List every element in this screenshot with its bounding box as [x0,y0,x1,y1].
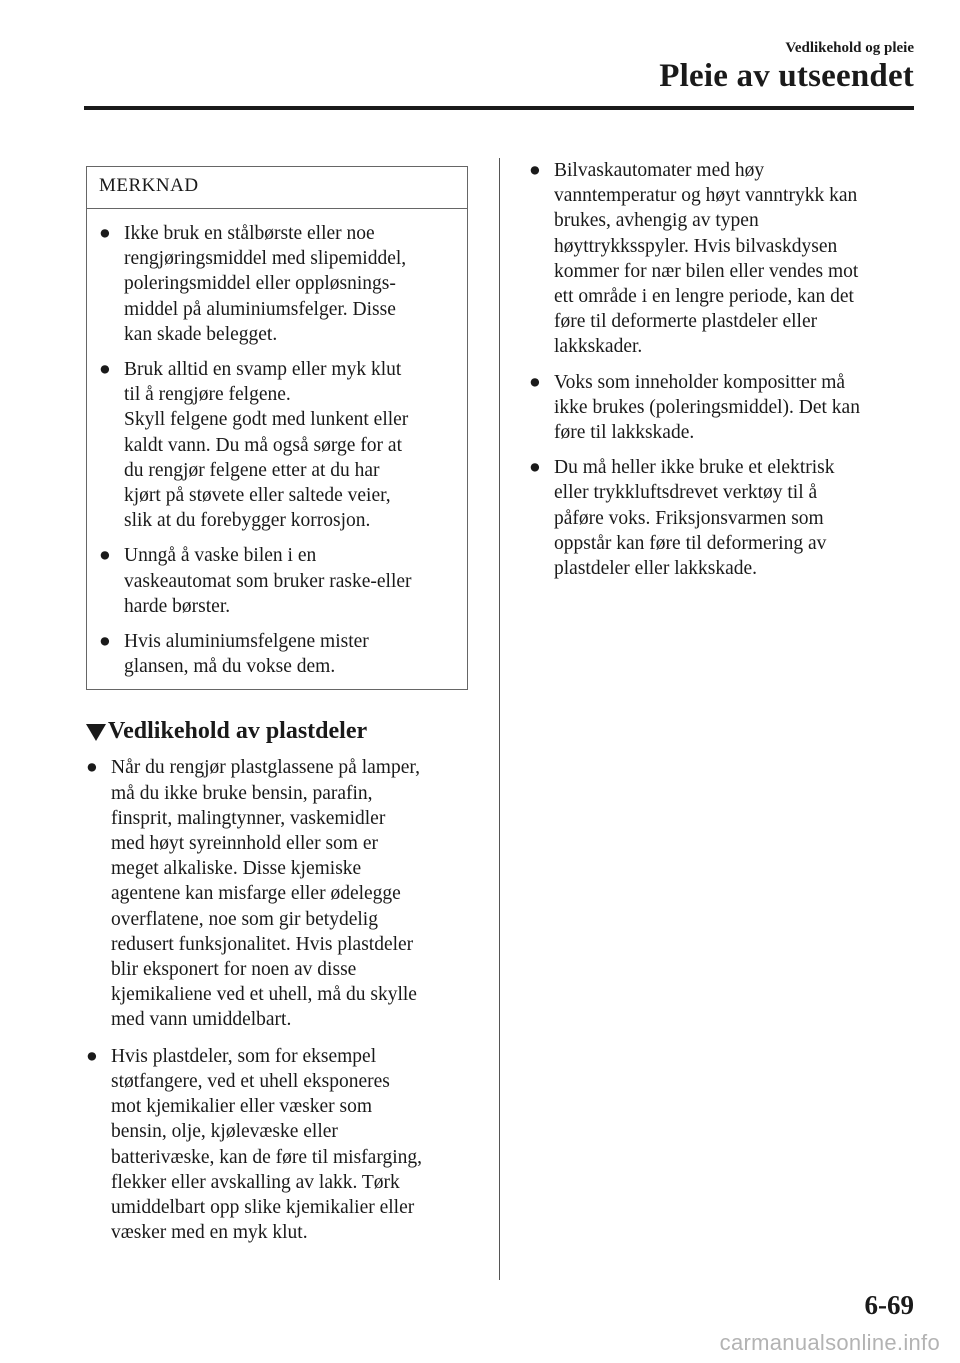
note-item-text: Hvis aluminiumsfelgene mister glansen, må du vokse dem. [124,631,369,678]
section-heading [86,718,468,745]
bullet-icon: ● [99,545,111,567]
page-number: 6-69 [864,1290,914,1320]
section-list [86,755,468,1245]
header-rule [84,106,914,110]
note-item [99,357,459,533]
section-heading-text: Vedlikehold av plastdeler [108,718,368,745]
list-item [86,1044,468,1246]
bullet-icon: ● [529,457,541,479]
bullet-icon: ● [529,371,541,393]
note-box [86,166,468,690]
list-item [529,455,919,581]
page-title: Pleie av utseendet [659,58,914,94]
list-item-text: Du må heller ikke bruke et elektrisk eller trykkluftsdrevet verktøy til å påføre voks. Friksjonsvarmen som oppstår kan føre til deformering av plastdeler eller lakkskade. [554,457,835,580]
bullet-icon: ● [99,631,111,653]
triangle-down-icon [86,724,106,741]
list-item-text: Voks som inneholder kompositter må ikke brukes (poleringsmiddel). Det kan føre til lakkskade. [554,371,860,444]
column-divider [499,158,500,1280]
bullet-icon: ● [99,359,111,381]
list-item-text: Når du rengjør plastglassene på lamper, må du ikke bruke bensin, parafin, finsprit, malingtynner, vaskemidler med høyt syreinnhold eller som er meget alkaliske. Disse kjemiske agentene kan misfarge eller ødelegge overflatene, noe som gir betydelig redusert funksjonalitet. Hvis plastdeler blir eksponert for noen av disse kjemikaliene ved et uhell, må du skylle med vann umiddelbart. [111,757,420,1031]
bullet-icon: ● [86,1045,98,1067]
list-item-text: Bilvaskautomater med høy vanntemperatur og høyt vanntrykk kan brukes, avhengig av typen høyttrykksspyler. Hvis bilvaskdysen kommer for nær bilen eller vendes mot ett område i en lengre periode, kan det føre til deformerte plastdeler eller lakkskader. [554,160,859,358]
note-item-text: Ikke bruk en stålbørste eller noe rengjøringsmiddel med slipemiddel, poleringsmiddel eller oppløsnings- middel på aluminiumsfelger. Disse kan skade belegget. [124,223,407,345]
note-title: MERKNAD [87,167,467,209]
note-item [99,221,459,347]
note-item [99,629,459,679]
list-item [86,755,468,1032]
note-item [99,543,459,619]
list-item [529,370,919,446]
list-item-text: Hvis plastdeler, som for eksempel støtfangere, ved et uhell eksponeres mot kjemikalier eller væsker som bensin, olje, kjølevæske eller batterivæske, kan de føre til misfarging, flekker eller avskalling av lakk. Tørk umiddelbart opp slike kjemikalier eller væsker med en myk klut. [111,1045,423,1244]
bullet-icon: ● [99,223,111,244]
left-column [86,166,468,1256]
note-item-text: Unngå å vaske bilen i en vaskeautomat som bruker raske-eller harde børster. [124,545,412,617]
note-list [87,209,467,689]
right-column [529,158,919,591]
bullet-icon: ● [529,160,541,181]
note-item-text: Bruk alltid en svamp eller myk klut til å rengjøre felgene. Skyll felgene godt med lunkent eller kaldt vann. Du må også sørge for at du rengjør felgene etter at du har kjørt på støvete eller saltede veier, slik at du forebygger korrosjon. [124,359,409,532]
list-item [529,158,919,360]
header-section-label: Vedlikehold og pleie [785,40,914,56]
watermark: carmanualsonline.info [719,1330,940,1355]
bullet-icon: ● [86,757,98,779]
